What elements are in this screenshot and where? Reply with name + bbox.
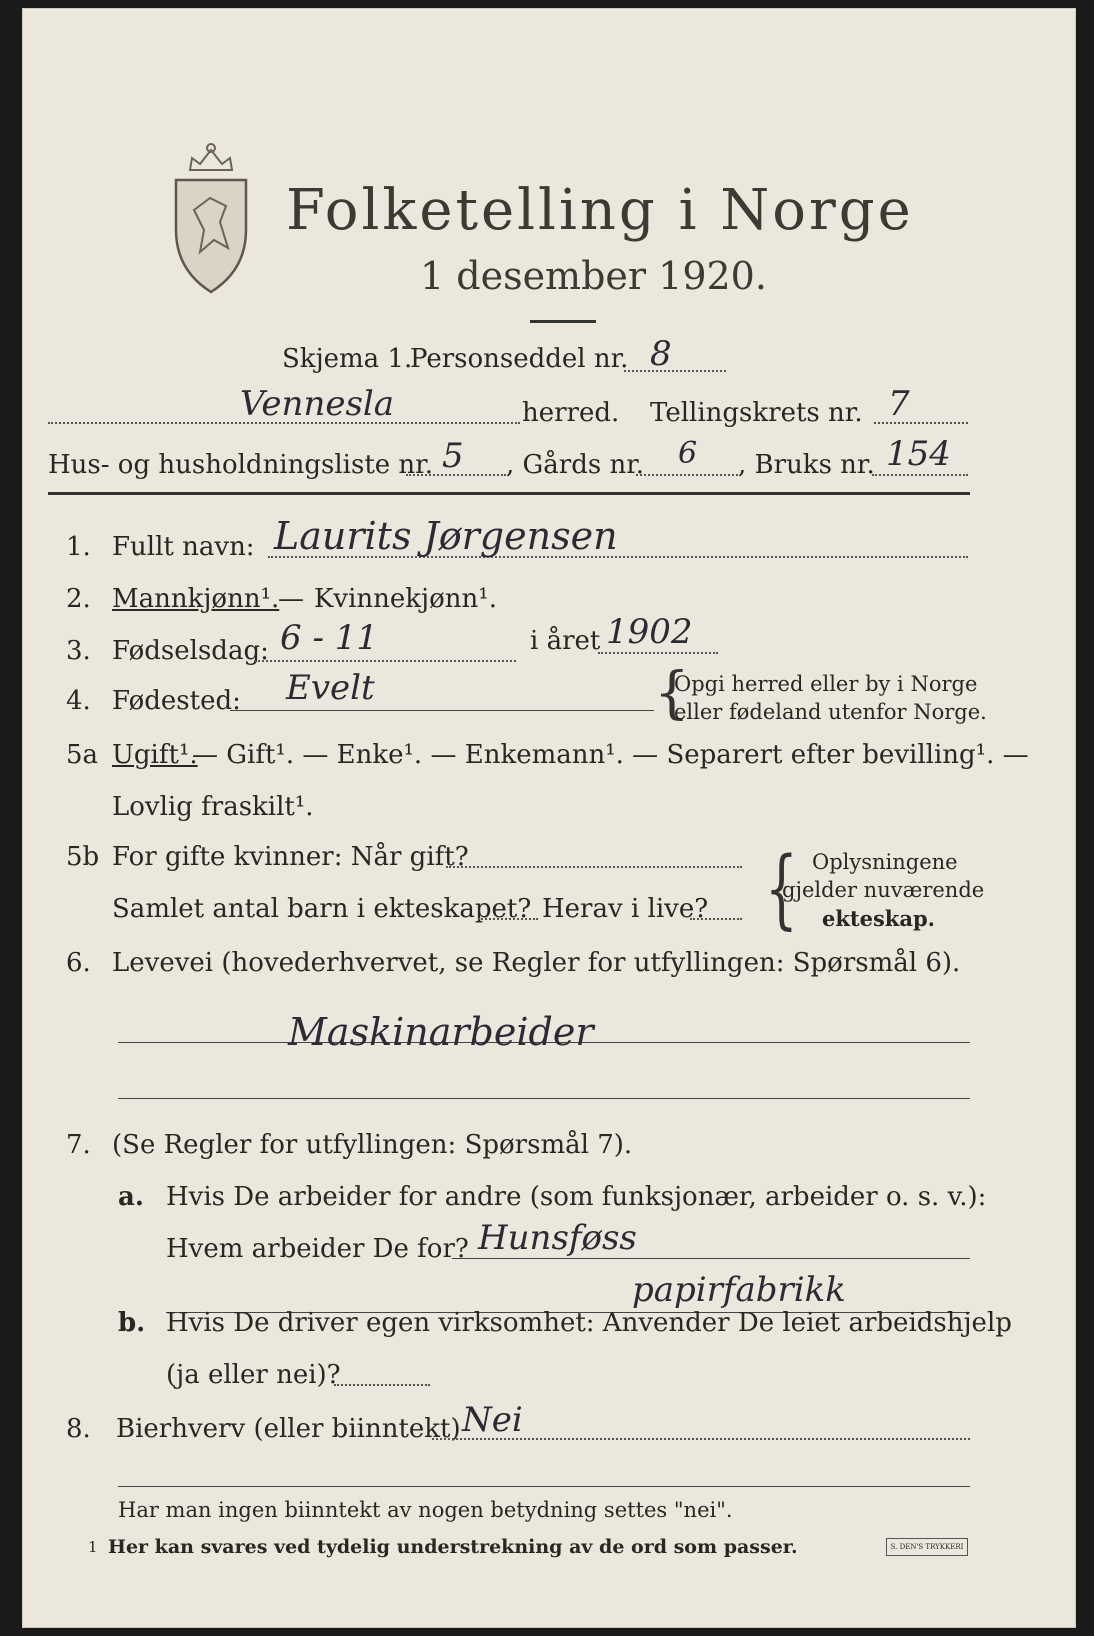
title-divider bbox=[530, 320, 596, 323]
q5a-number: 5a bbox=[66, 740, 99, 770]
q7a-line-1 bbox=[452, 1258, 970, 1259]
header-divider bbox=[48, 492, 970, 495]
tellingskrets-nr: 7 bbox=[888, 384, 910, 424]
q5a-options: — Gift¹. — Enke¹. — Enkemann¹. — Separert efter bevilling¹. — bbox=[192, 740, 1029, 770]
personseddel-nr: 8 bbox=[650, 334, 672, 374]
biinntekt-note: Har man ingen biinntekt av nogen betydning settes "nei". bbox=[118, 1498, 733, 1522]
q3-year: 1902 bbox=[606, 612, 693, 652]
q5b-note-2: gjelder nuværende bbox=[782, 878, 985, 902]
q6-label: Levevei (hovederhvervet, se Regler for utfyllingen: Spørsmål 6). bbox=[112, 948, 961, 978]
q1-number: 1. bbox=[66, 532, 91, 562]
q3-birthday: 6 - 11 bbox=[280, 618, 378, 658]
q3-year-label: i året bbox=[530, 626, 601, 656]
q2-female: Kvinnekjønn¹. bbox=[314, 584, 497, 614]
q4-birthplace: Evelt bbox=[286, 668, 375, 708]
q4-number: 4. bbox=[66, 686, 91, 716]
footnote-mark: 1 bbox=[88, 1538, 98, 1556]
coat-of-arms-icon bbox=[170, 140, 252, 296]
q7b-question: (ja eller nei)? bbox=[166, 1360, 341, 1390]
q5a-fraskilt: Lovlig fraskilt¹. bbox=[112, 792, 314, 822]
q3-label: Fødselsdag: bbox=[112, 636, 269, 666]
q1-full-name: Laurits Jørgensen bbox=[274, 514, 618, 558]
herred-value: Vennesla bbox=[240, 384, 395, 424]
q6-line-2 bbox=[118, 1098, 970, 1099]
q6-occupation: Maskinarbeider bbox=[288, 1010, 594, 1054]
q7a-letter: a. bbox=[118, 1182, 144, 1212]
q7a-question: Hvem arbeider De for? bbox=[166, 1234, 469, 1264]
gards-nr: 6 bbox=[678, 436, 698, 471]
q5b-note-1: Oplysningene bbox=[812, 850, 958, 874]
husliste-label: Hus- og husholdningsliste nr. bbox=[48, 450, 434, 480]
personseddel-line bbox=[624, 370, 726, 372]
q5b-alive-label: Herav i live? bbox=[542, 894, 709, 924]
q4-line bbox=[230, 710, 654, 711]
q5b-alive-line bbox=[690, 918, 742, 920]
q2-male: Mannkjønn¹. bbox=[112, 584, 280, 614]
skjema-label: Skjema 1. bbox=[282, 344, 413, 374]
q5b-brace: { bbox=[764, 839, 798, 939]
q8-label: Bierhverv (eller biinntekt) bbox=[116, 1414, 461, 1444]
q5b-note-3: ekteskap. bbox=[822, 906, 935, 931]
bruks-line bbox=[872, 474, 968, 476]
q7-label: (Se Regler for utfyllingen: Spørsmål 7). bbox=[112, 1130, 633, 1160]
q8-number: 8. bbox=[66, 1414, 91, 1444]
q4-note-1: Opgi herred eller by i Norge bbox=[674, 672, 978, 696]
form-title: Folketelling i Norge bbox=[286, 178, 914, 243]
q7a-label: Hvis De arbeider for andre (som funksjonær, arbeider o. s. v.): bbox=[166, 1182, 987, 1212]
q8-line-2 bbox=[118, 1486, 970, 1487]
gards-label: , Gårds nr. bbox=[506, 450, 645, 480]
q5b-married-line bbox=[446, 866, 742, 868]
personseddel-label: Personseddel nr. bbox=[410, 344, 629, 374]
q2-sep: — bbox=[278, 584, 304, 614]
q5b-married-label: For gifte kvinner: Når gift? bbox=[112, 842, 469, 872]
q4-brace: { bbox=[654, 661, 690, 726]
q3-number: 3. bbox=[66, 636, 91, 666]
q7a-employer-2: papirfabrikk bbox=[632, 1270, 846, 1310]
q7a-employer: Hunsføss bbox=[478, 1218, 637, 1258]
q1-label: Fullt navn: bbox=[112, 532, 255, 562]
q7b-label: Hvis De driver egen virksomhet: Anvender De leiet arbeidshjelp bbox=[166, 1308, 1012, 1338]
q7b-letter: b. bbox=[118, 1308, 146, 1338]
q5a-ugift: Ugift¹. bbox=[112, 740, 198, 770]
q6-number: 6. bbox=[66, 948, 91, 978]
q4-label: Fødested: bbox=[112, 686, 241, 716]
footnote-text: Her kan svares ved tydelig understrekning av de ord som passer. bbox=[108, 1536, 798, 1558]
bruks-nr: 154 bbox=[886, 434, 951, 474]
printer-stamp: S. DEN'S TRYKKERI bbox=[886, 1538, 968, 1556]
tellingskrets-label: Tellingskrets nr. bbox=[650, 398, 863, 428]
q4-note-2: eller fødeland utenfor Norge. bbox=[674, 700, 987, 724]
gards-line bbox=[636, 474, 738, 476]
q3-date-line bbox=[254, 660, 516, 662]
q2-number: 2. bbox=[66, 584, 91, 614]
q7-number: 7. bbox=[66, 1130, 91, 1160]
q8-answer: Nei bbox=[462, 1400, 523, 1440]
q5b-number: 5b bbox=[66, 842, 100, 872]
q5b-children-label: Samlet antal barn i ekteskapet? bbox=[112, 894, 532, 924]
q3-year-line bbox=[598, 652, 718, 654]
census-form bbox=[22, 8, 1076, 1628]
q5b-children-line bbox=[478, 918, 538, 920]
husliste-nr: 5 bbox=[442, 436, 464, 476]
herred-label: herred. bbox=[522, 398, 620, 428]
census-date: 1 desember 1920. bbox=[420, 254, 767, 298]
q7b-line bbox=[334, 1384, 430, 1386]
bruks-label: , Bruks nr. bbox=[738, 450, 875, 480]
